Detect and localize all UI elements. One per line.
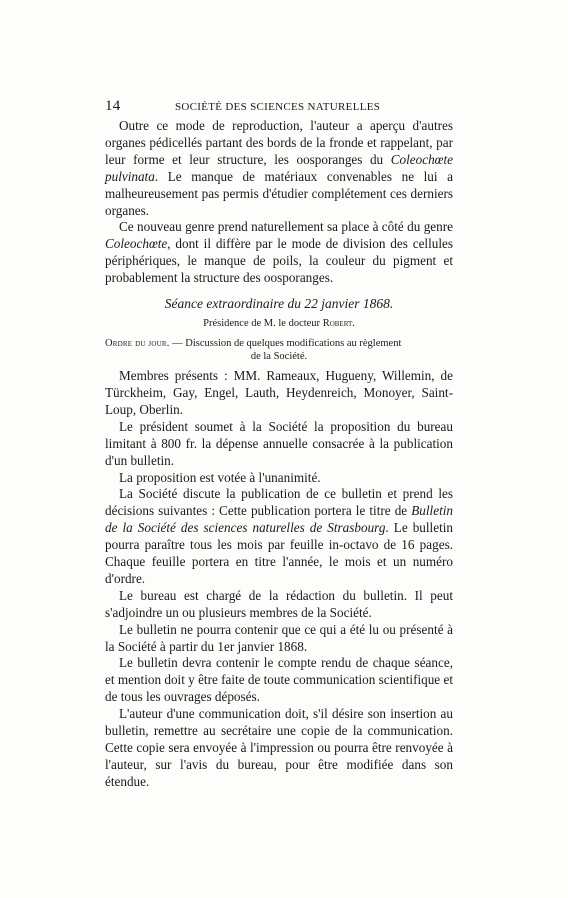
book-page (105, 98, 453, 791)
ordre-du-jour: Ordre du jour. — Discussion de quelques modifications au règlement de la Société. (105, 338, 402, 363)
session-presidence: Présidence de M. le docteur Robert. (203, 318, 355, 330)
paragraph: La Société discute la publication de ce bulletin et prend les décisions suivantes : Cette publication portera le titre de Bulletin de la Société des sciences naturelles de Strasbourg. Le bulletin pourra paraître tous les mois par feuille in-octavo de 16 pages. Chaque feuille portera en titre l'année, le mois et un numéro d'ordre. (105, 486, 453, 586)
paragraph: L'auteur d'une communication doit, s'il désire son insertion au bulletin, remettre au secrétaire une copie de la communication. Cette copie sera envoyée à l'impression ou pourra être renvoyée à l'auteur, sur l'avis du bureau, pour être modifiée dans son étendue. (105, 706, 453, 789)
paragraph: Membres présents : MM. Rameaux, Hugueny, Willemin, de Türckheim, Gay, Engel, Lauth, Heydenreich, Monoyer, Saint-Loup, Oberlin. (105, 368, 453, 417)
paragraph: Outre ce mode de reproduction, l'auteur a aperçu d'autres organes pédicellés partant des bords de la fronde et rappelant, par leur forme et leur structure, les oosporanges du Coleochœte pulvinata. Le manque de matériaux convenables ne lui a malheureusement pas permis d'étudier complétement ces derniers organes. (105, 118, 453, 218)
page-number: 14 (105, 98, 121, 114)
session-title: Séance extraordinaire du 22 janvier 1868. (164, 296, 394, 312)
paragraph: Le bulletin devra contenir le compte rendu de chaque séance, et mention doit y être faite de toute communication scientifique et de tous les ouvrages déposés. (105, 655, 453, 705)
paragraph: La proposition est votée à l'unanimité. (119, 469, 321, 485)
paragraph: Le bureau est chargé de la rédaction du bulletin. Il peut s'adjoindre un ou plusieurs membres de la Société. (105, 587, 453, 620)
paragraph: Ce nouveau genre prend naturellement sa place à côté du genre Coleochœte, dont il diffère par le mode de division des cellules périphériques, le manque de poils, la couleur du pigment et probablement la structure des oosporanges. (105, 219, 453, 286)
paragraph: Le président soumet à la Société la proposition du bureau limitant à 800 fr. la dépense annuelle consacrée à la publication d'un bulletin. (105, 418, 453, 468)
paragraph: Le bulletin ne pourra contenir que ce qui a été lu ou présenté à la Société à partir du 1er janvier 1868. (105, 621, 453, 654)
running-title: SOCIÉTÉ DES SCIENCES NATURELLES (175, 101, 381, 113)
page-header (105, 98, 453, 118)
